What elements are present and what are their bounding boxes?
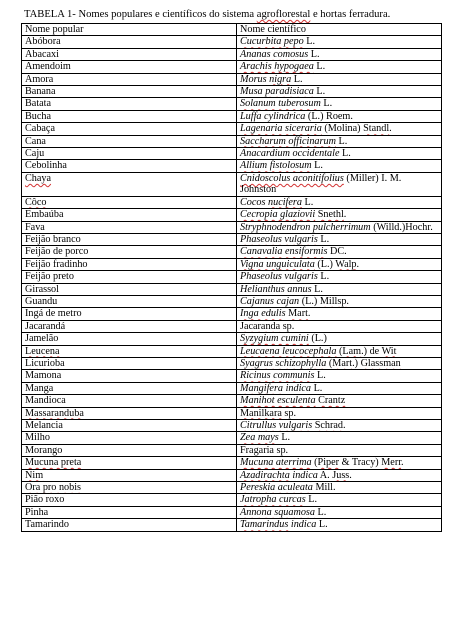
scientific-name-part: L. <box>313 61 326 73</box>
common-name-cell <box>22 345 237 357</box>
scientific-name-part: paradisiaca <box>265 86 314 98</box>
scientific-name-part: (Willd.)Hochr. <box>370 221 433 233</box>
caption-flagged-word: agroflorestal <box>256 9 311 20</box>
scientific-name-part: . <box>389 123 392 135</box>
scientific-name-cell <box>237 172 442 196</box>
scientific-name-cell <box>237 345 442 357</box>
common-name-cell <box>22 73 237 85</box>
table-row <box>22 160 442 172</box>
common-name-cell <box>22 357 237 369</box>
common-name: Fava <box>25 221 45 233</box>
scientific-name-part: Luffa cylindrica <box>240 110 306 122</box>
scientific-name-part: Jacaranda <box>240 320 281 332</box>
common-name: Jamelão <box>25 333 59 345</box>
common-name: Leucena <box>25 345 60 357</box>
scientific-name-part: Crantz <box>318 395 346 407</box>
common-name-cell <box>22 295 237 307</box>
scientific-name-part: L. <box>317 233 330 245</box>
common-name-cell <box>22 395 237 407</box>
scientific-name-cell <box>237 271 442 283</box>
table-row <box>22 506 442 518</box>
caption-text-start: TABELA 1- Nomes populares e científicos do sistema <box>24 9 257 20</box>
scientific-name-part: DC. <box>327 246 347 258</box>
common-name-cell <box>22 494 237 506</box>
scientific-name-part: Vigna unguiculata <box>240 258 315 270</box>
scientific-name-part: Mangifera <box>240 382 284 394</box>
scientific-name-cell <box>237 148 442 160</box>
scientific-name-part: ( <box>336 345 343 357</box>
scientific-name-part: Merr <box>381 457 402 469</box>
scientific-name-part: L. <box>311 160 323 172</box>
scientific-name-cell <box>237 233 442 245</box>
scientific-name-part: .) <box>352 357 361 369</box>
common-name: Melancia <box>25 420 63 431</box>
scientific-name-cell <box>237 135 442 147</box>
scientific-name-part: Syzygium cumini <box>240 333 309 345</box>
scientific-name-part: (Molina) <box>321 123 364 135</box>
table-row <box>22 233 442 245</box>
table-row <box>22 519 442 531</box>
scientific-name-part: indica <box>289 469 318 481</box>
table-row <box>22 357 442 369</box>
scientific-name-part: (L.) Roem. <box>305 110 353 122</box>
common-name: Morango <box>25 444 63 456</box>
scientific-name-part: Walp <box>335 258 357 270</box>
scientific-name-part: Standl <box>363 123 390 135</box>
species-table-body <box>22 36 442 531</box>
scientific-name-part: Lagenaria siceraria <box>240 123 322 135</box>
scientific-name-part: Cnidoscolus aconitifolius <box>240 172 344 184</box>
table-row <box>22 258 442 270</box>
table-row <box>22 86 442 98</box>
scientific-name-part: Cecropia glaziovii <box>240 209 316 221</box>
table-row <box>22 333 442 345</box>
common-name: Ora pro nobis <box>25 482 82 494</box>
scientific-name-part: . <box>401 457 404 469</box>
common-name: Mandioca <box>25 395 66 407</box>
scientific-name-part: . <box>307 308 311 320</box>
common-name-cell <box>22 98 237 110</box>
scientific-name-part: ( <box>311 457 318 469</box>
table-row <box>22 283 442 295</box>
common-name-cell <box>22 148 237 160</box>
scientific-name-cell <box>237 160 442 172</box>
scientific-name-part: sp. <box>280 320 295 332</box>
scientific-name-cell <box>237 420 442 432</box>
common-name: Girassol <box>25 283 59 295</box>
scientific-name-part: Manilkara <box>240 407 282 419</box>
common-name: Nim <box>25 469 44 481</box>
scientific-name-part: Leucaena leucocephala <box>240 345 337 357</box>
scientific-name-part: (L.) <box>308 333 327 345</box>
scientific-name-part: Phaseolus vulgaris <box>240 233 318 245</box>
common-name-cell <box>22 420 237 432</box>
scientific-name-part: nucifera <box>268 196 302 208</box>
table-row <box>22 320 442 332</box>
scientific-name-part: Syagrus schizophylla <box>240 357 327 369</box>
scientific-name-part: & Tracy) <box>339 457 382 469</box>
scientific-name-part: Phaseolus vulgaris <box>240 271 318 283</box>
common-name: Jacarandá <box>25 320 66 332</box>
species-table <box>21 23 442 532</box>
scientific-name-cell <box>237 308 442 320</box>
common-name: Feijão branco <box>25 233 81 245</box>
table-row <box>22 73 442 85</box>
scientific-name-part: . <box>349 469 352 481</box>
scientific-name-part: Lam <box>342 345 362 357</box>
scientific-name-part: . <box>356 258 360 270</box>
common-name: Feijão de porco <box>25 246 89 258</box>
scientific-name-part: L. <box>311 382 323 394</box>
common-name-cell <box>22 123 237 135</box>
scientific-name-part: Anacardium occidentale <box>240 148 340 160</box>
scientific-name-cell <box>237 36 442 48</box>
scientific-name-cell <box>237 196 442 208</box>
scientific-name-part: L. <box>303 36 315 48</box>
scientific-name-cell <box>237 86 442 98</box>
scientific-name-part: Wit <box>381 345 397 357</box>
common-name: Mamona <box>25 370 62 382</box>
common-name: Caju <box>25 148 45 160</box>
scientific-name-cell <box>237 370 442 382</box>
common-name: Côco <box>25 196 47 208</box>
scientific-name-part: Cucurbita pepo <box>240 36 304 48</box>
common-name: Guandu <box>25 295 58 307</box>
common-name: Amendoim <box>25 61 71 73</box>
scientific-name-cell <box>237 519 442 531</box>
caption-text-end: e hortas ferradura. <box>310 9 391 20</box>
scientific-name-cell <box>237 407 442 419</box>
scientific-name-part: Morus <box>240 73 270 85</box>
common-name-cell <box>22 407 237 419</box>
scientific-name-part: Saccharum officinarum <box>240 135 336 147</box>
scientific-name-part: Annona squamosa <box>240 506 315 518</box>
common-name-cell <box>22 506 237 518</box>
table-row <box>22 295 442 307</box>
table-row <box>22 482 442 494</box>
table-row <box>22 135 442 147</box>
scientific-name-cell <box>237 494 442 506</box>
common-name-cell <box>22 519 237 531</box>
common-name: Chaya <box>25 172 52 184</box>
scientific-name-cell <box>237 482 442 494</box>
scientific-name-cell <box>237 73 442 85</box>
scientific-name-cell <box>237 48 442 60</box>
scientific-name-part: L. <box>301 196 314 208</box>
common-name-cell <box>22 469 237 481</box>
scientific-name-cell <box>237 98 442 110</box>
scientific-name-part: Cocos <box>240 196 269 208</box>
scientific-name-cell <box>237 320 442 332</box>
scientific-name-part: L. <box>320 98 333 110</box>
table-row <box>22 407 442 419</box>
common-name-cell <box>22 36 237 48</box>
scientific-name-part: L. <box>314 370 326 382</box>
table-row <box>22 432 442 444</box>
scientific-name-part: sp. <box>281 407 297 419</box>
scientific-name-cell <box>237 110 442 122</box>
scientific-name-part: indica <box>288 519 317 531</box>
scientific-name-part: L. <box>308 48 320 60</box>
scientific-name-part: Arachis hypogaea <box>240 61 314 73</box>
common-name-cell <box>22 258 237 270</box>
scientific-name-cell <box>237 506 442 518</box>
common-name: Milho <box>25 432 50 444</box>
common-name: Cabaça <box>25 123 55 135</box>
scientific-name-cell <box>237 432 442 444</box>
scientific-name-part: Cajanus cajan <box>240 295 300 307</box>
table-row <box>22 444 442 456</box>
table-row <box>22 246 442 258</box>
scientific-name-cell <box>237 283 442 295</box>
scientific-name-part: . <box>343 209 347 221</box>
scientific-name-part: (Miller) I. M. Johnston <box>240 172 402 196</box>
table-row <box>22 457 442 469</box>
scientific-name-part: A. <box>317 469 333 481</box>
scientific-name-cell <box>237 295 442 307</box>
scientific-name-part: L. <box>317 271 330 283</box>
scientific-name-cell <box>237 258 442 270</box>
common-name: Bucha <box>25 110 52 122</box>
common-name-cell <box>22 233 237 245</box>
common-name: Massaranduba <box>25 407 84 419</box>
common-name-cell <box>22 320 237 332</box>
scientific-name-part: (L.) <box>314 258 336 270</box>
common-name-cell <box>22 246 237 258</box>
scientific-name-part: Ananas comosus <box>240 48 309 60</box>
common-name: Tamarindo <box>25 519 69 531</box>
table-row <box>22 110 442 122</box>
table-row <box>22 48 442 60</box>
table-row <box>22 98 442 110</box>
header-common-name: Nome popular <box>22 24 237 36</box>
common-name-cell <box>22 48 237 60</box>
common-name: Abóbora <box>25 36 61 48</box>
table-row <box>22 36 442 48</box>
scientific-name-part: nigra <box>269 73 292 85</box>
scientific-name-part: Mart <box>332 357 353 369</box>
scientific-name-cell <box>237 221 442 233</box>
common-name-cell <box>22 444 237 456</box>
scientific-name-part: Jatropha curcas <box>240 494 306 506</box>
common-name: Pião roxo <box>25 494 65 506</box>
common-name-cell <box>22 283 237 295</box>
common-name-cell <box>22 432 237 444</box>
common-name-cell <box>22 221 237 233</box>
table-row <box>22 221 442 233</box>
common-name: Embaúba <box>25 209 64 221</box>
common-name: Amora <box>25 73 54 85</box>
common-name-cell <box>22 308 237 320</box>
scientific-name-part: Tamarindus <box>240 519 289 531</box>
table-row <box>22 209 442 221</box>
common-name-cell <box>22 370 237 382</box>
scientific-name-part: Pereskia aculeata <box>240 482 313 494</box>
common-name: Banana <box>25 86 56 98</box>
common-name: Feijão fradinho <box>25 258 88 270</box>
scientific-name-part: Canavalia ensiformis <box>240 246 328 258</box>
table-row <box>22 370 442 382</box>
common-name: Abacaxi <box>25 48 59 60</box>
scientific-name-cell <box>237 457 442 469</box>
table-row <box>22 123 442 135</box>
table-row <box>22 469 442 481</box>
table-row <box>22 271 442 283</box>
scientific-name-part: Zea mays <box>240 432 279 444</box>
scientific-name-part: Stryphnodendron pulcherrimum <box>240 221 371 233</box>
scientific-name-cell <box>237 382 442 394</box>
scientific-name-part: Millsp <box>319 295 347 307</box>
common-name-cell <box>22 196 237 208</box>
common-name: Pinha <box>25 506 49 518</box>
scientific-name-part: Musa <box>240 86 266 98</box>
common-name-cell <box>22 457 237 469</box>
scientific-name-part: L. <box>339 148 351 160</box>
common-name-cell <box>22 209 237 221</box>
scientific-name-part: L. <box>278 432 291 444</box>
header-scientific-name: Nome científico <box>237 24 442 36</box>
scientific-name-part: Solanum tuberosum <box>240 98 321 110</box>
scientific-name-part: Piper <box>317 457 340 469</box>
common-name: Cana <box>25 135 46 147</box>
scientific-name-part: L. <box>335 135 348 147</box>
common-name: Mucuna preta <box>25 457 82 469</box>
scientific-name-part: Mucuna aterrima <box>240 457 312 469</box>
scientific-name-cell <box>237 395 442 407</box>
scientific-name-cell <box>237 444 442 456</box>
scientific-name-part: Helianthus annus <box>240 283 312 295</box>
scientific-name-part: . <box>343 420 346 431</box>
scientific-name-part: Inga edulis <box>240 308 286 320</box>
scientific-name-part: (L.) <box>299 295 320 307</box>
scientific-name-part: Manihot esculenta <box>240 395 316 407</box>
scientific-name-part: L. <box>313 86 326 98</box>
table-row <box>22 148 442 160</box>
common-name: Manga <box>25 382 54 394</box>
table-row <box>22 494 442 506</box>
common-name: Batata <box>25 98 52 110</box>
scientific-name-part: L. <box>311 283 323 295</box>
table-row <box>22 395 442 407</box>
scientific-name-part: Fragaria sp. <box>240 444 289 456</box>
table-header-row <box>22 24 442 36</box>
scientific-name-part: . <box>346 295 349 307</box>
common-name-cell <box>22 135 237 147</box>
scientific-name-part: Azadirachta <box>240 469 290 481</box>
scientific-name-part: Glassman <box>360 357 401 369</box>
common-name-cell <box>22 382 237 394</box>
table-row <box>22 196 442 208</box>
common-name-cell <box>22 110 237 122</box>
scientific-name-part: Schrad <box>314 420 344 431</box>
table-row <box>22 382 442 394</box>
common-name-cell <box>22 271 237 283</box>
table-row <box>22 61 442 73</box>
common-name-cell <box>22 333 237 345</box>
table-row <box>22 420 442 432</box>
table-row <box>22 172 442 196</box>
scientific-name-cell <box>237 246 442 258</box>
scientific-name-cell <box>237 469 442 481</box>
common-name-cell <box>22 172 237 196</box>
scientific-name-cell <box>237 123 442 135</box>
scientific-name-part: L. <box>315 506 327 518</box>
common-name-cell <box>22 482 237 494</box>
table-caption <box>24 9 390 21</box>
table-row <box>22 345 442 357</box>
common-name: Licurioba <box>25 357 65 369</box>
scientific-name-part: L. <box>291 73 303 85</box>
scientific-name-part: Mill. <box>312 482 336 494</box>
scientific-name-part: Mart <box>288 308 308 320</box>
scientific-name-part: Juss <box>332 469 350 481</box>
common-name: Ingá de metro <box>25 308 82 320</box>
scientific-name-part: L. <box>305 494 318 506</box>
scientific-name-part: Ricinus communis <box>240 370 315 382</box>
scientific-name-cell <box>237 357 442 369</box>
common-name-cell <box>22 160 237 172</box>
scientific-name-part: L. <box>316 519 328 531</box>
scientific-name-cell <box>237 209 442 221</box>
scientific-name-part: Citrullus vulgaris <box>240 420 313 431</box>
scientific-name-part: .) de <box>361 345 382 357</box>
common-name-cell <box>22 86 237 98</box>
scientific-name-part: Allium fistolosum <box>240 160 312 172</box>
table-row <box>22 308 442 320</box>
common-name-cell <box>22 61 237 73</box>
scientific-name-cell <box>237 333 442 345</box>
scientific-name-part: indica <box>283 382 312 394</box>
common-name: Cebolinha <box>25 160 67 172</box>
scientific-name-cell <box>237 61 442 73</box>
scientific-name-part: ( <box>326 357 333 369</box>
scientific-name-part: Snethl <box>317 209 344 221</box>
common-name: Feijão preto <box>25 271 74 283</box>
